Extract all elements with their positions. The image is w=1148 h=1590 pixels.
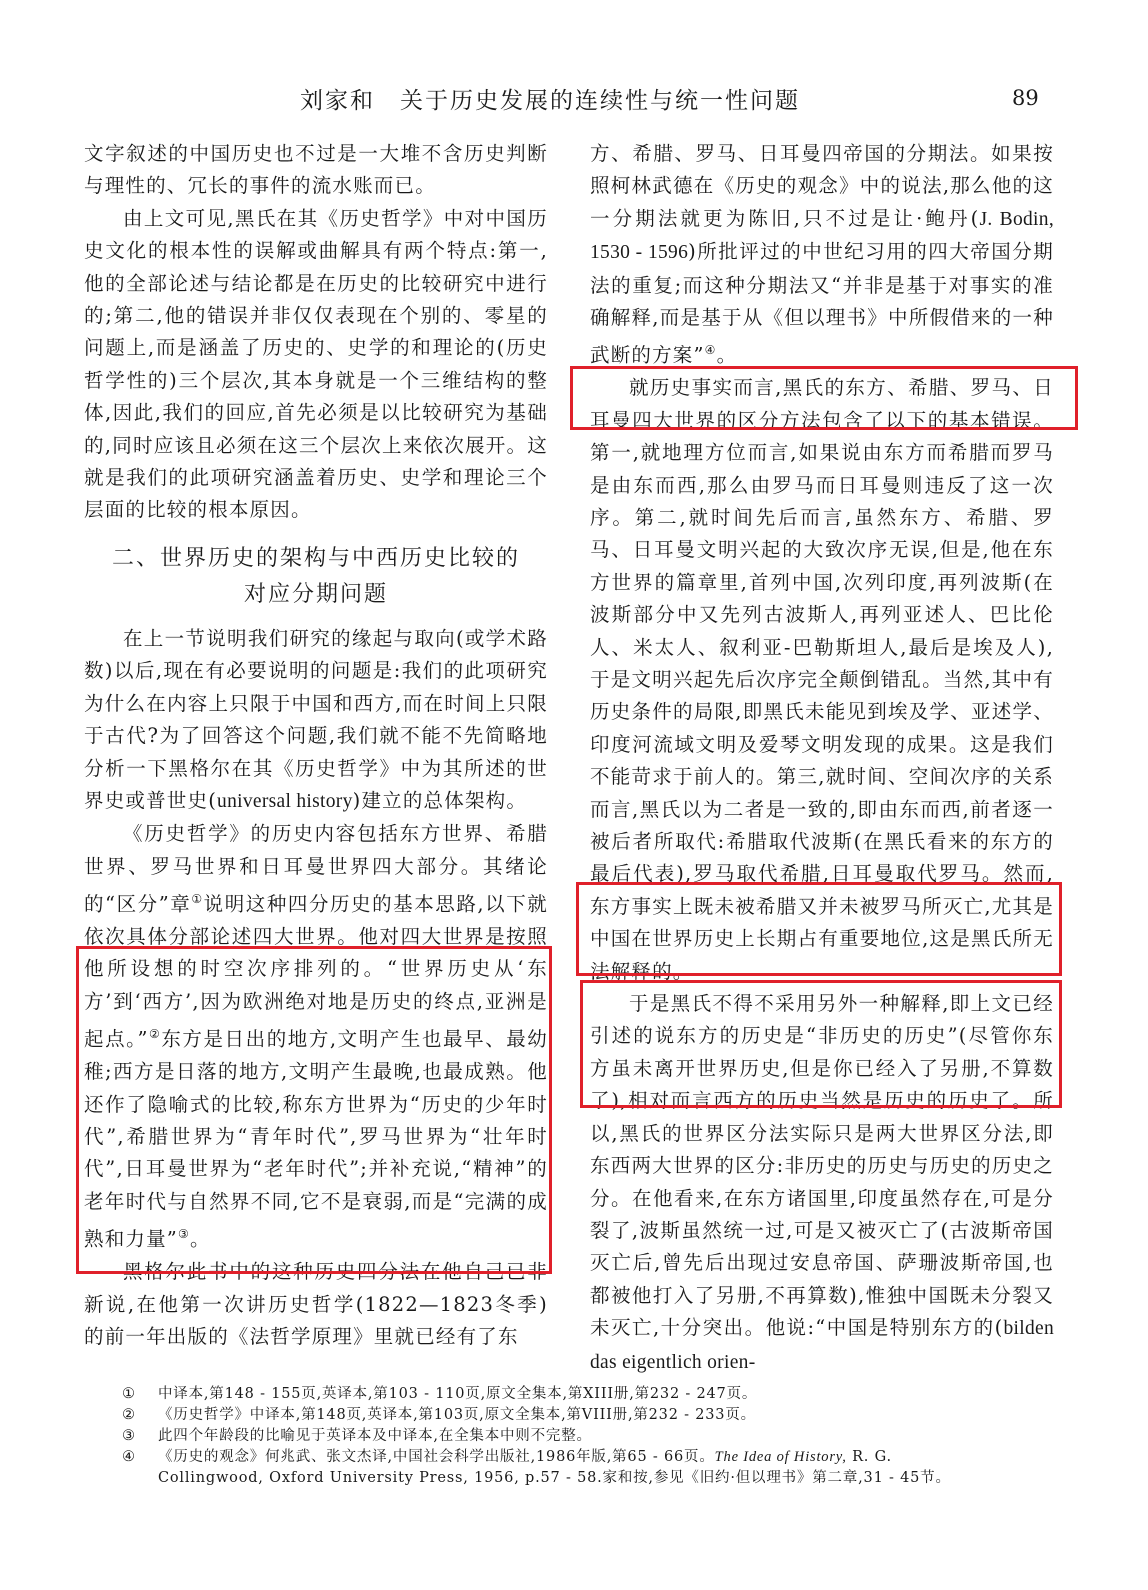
footnote-continuation: Collingwood, Oxford University Press, 1956, p.57 - 58.家和按,参见《旧约·但以理书》第二章,31 - 45节。	[158, 1470, 951, 1486]
footnote-number: ③	[122, 1428, 136, 1444]
running-title: 刘家和 关于历史发展的连续性与统一性问题	[300, 88, 800, 114]
footnote-marker[interactable]: ①	[191, 892, 204, 907]
left-column	[84, 138, 548, 1353]
paragraph	[84, 623, 548, 818]
text-run: )建立的总体架构。	[352, 788, 528, 812]
text-run: 。	[716, 343, 738, 367]
paragraph	[590, 138, 1054, 372]
footnote	[122, 1426, 1052, 1447]
running-header	[0, 78, 1148, 118]
paragraph: 黑格尔此书中的这种历史四分法在他自己已非新说,在他第一次讲历史哲学(1822—1823冬季)的前一年出版的《法哲学原理》里就已经有了东	[84, 1260, 548, 1348]
paragraph: 就历史事实而言,黑氏的东方、希腊、罗马、日耳曼四大世界的区分方法包含了以下的基本错误。第一,就地理方位而言,如果说由东方而希腊而罗马是由东而西,那么由罗马而日耳曼则违反了这一次序。第二,就时间先后而言,虽然东方、希腊、罗马、日耳曼文明兴起的大致次序无误,但是,他在东方世界的篇章里,首列中国,次列印度,再列波斯(在波斯部分中又先列古波斯人,再列亚述人、巴比伦人、米太人、叙利亚-巴勒斯坦人,最后是埃及人),于是文明兴起先后次序完全颠倒错乱。当然,其中有历史条件的局限,即黑氏未能见到埃及学、亚述学、印度河流域文明及爱琴文明发现的成果。这是我们不能苛求于前人的。第三,就时间、空间次序的关系而言,黑氏以为二者是一致的,即由东而西,前者逐一被后者所取代:希腊取代波斯(在黑氏看来的东方的最后代表),罗马取代希腊,日耳曼取代罗马。然而,东方事实上既未被希腊又并未被罗马所灭亡,尤其是中国在世界历史上长期占有重要地位,这是黑氏所无法解释的。	[590, 376, 1054, 983]
footnote-text: 《历史哲学》中译本,第148页,英译本,第103页,原文全集本,第VIII册,第232 - 233页。	[158, 1407, 756, 1423]
text-run: 说明这种四分历史的基本思路,以下就依次具体分部论述四大世界。他对四大世界是按照他所设想的时空次序排列的。“世界历史从‘东方’到‘西方’,因为欧洲绝对地是历史的终点,亚洲是起点。”	[84, 892, 549, 1051]
text-run: 《历史哲学》的历史内容包括东方世界、希腊世界、罗马世界和日耳曼世界四大部分。其绪论的“区分”章	[84, 822, 548, 916]
footnote-text: 此四个年龄段的比喻见于英译本及中译本,在全集本中则不完整。	[158, 1428, 592, 1444]
footnote-number: ①	[122, 1386, 136, 1402]
footnote-number: ④	[122, 1449, 136, 1465]
footnote	[122, 1384, 1052, 1405]
section-heading-line2: 对应分期问题	[243, 581, 388, 607]
latin-term: J. Bodin, 1530 - 1596	[590, 208, 1054, 264]
footnote-marker[interactable]: ②	[148, 1027, 162, 1042]
page-number: 89	[1012, 86, 1039, 110]
text-run: 在上一节说明我们研究的缘起与取向(或学术路数)以后,现在有必要说明的问题是:我们的此项研究为什么在内容上只限于中国和西方,而在时间上只限于古代?为了回答这个问题,我们就不能不先简略地分析一下黑格尔在其《历史哲学》中为其所述的世界史或普世史(	[84, 626, 548, 812]
footnotes	[122, 1384, 1052, 1489]
footnote	[122, 1447, 1052, 1468]
footnote-number: ②	[122, 1407, 136, 1423]
text-run: 方、希腊、罗马、日耳曼四帝国的分期法。如果按照柯林武德在《历史的观念》中的说法,那么他的这一分期法就更为陈旧,只不过是让·鲍丹(	[590, 142, 1054, 230]
footnote-text	[158, 1447, 1052, 1468]
text-run: )所批评过的中世纪习用的四大帝国分期法的重复;而这种分期法又“并非是基于对事实的准确解释,而是基于从《但以理书》中所假借来的一种武断的方案”	[590, 240, 1054, 367]
text-run: 东方是日出的地方,文明产生也最早、最幼稚;西方是日落的地方,文明产生最晚,也最成熟。他还作了隐喻式的比较,称东方世界为“历史的少年时代”,希腊世界为“青年时代”,罗马世界为“壮年时代”,日耳曼世界为“老年时代”;并补充说,“精神”的老年时代与自然界不同,它不是衰弱,而是“完满的成熟和力量”	[84, 1027, 548, 1251]
right-column	[590, 138, 1054, 1379]
footnote-marker[interactable]: ④	[704, 343, 717, 358]
section-heading-line1: 二、世界历史的架构与中西历史比较的	[111, 545, 520, 571]
paragraph: 由上文可见,黑氏在其《历史哲学》中对中国历史文化的根本性的误解或曲解具有两个特点:第一,他的全部论述与结论都是在历史的比较研究中进行的;第二,他的错误并非仅仅表现在个别的、零星的问题上,而是涵盖了历史的、史学的和理论的(历史哲学性的)三个层次,其本身就是一个三维结构的整体,因此,我们的回应,首先必须是以比较研究为基础的,同时应该且必须在这三个层次上来依次展开。这就是我们的此项研究涵盖着历史、史学和理论三个层面的比较的根本原因。	[84, 206, 548, 522]
text-run: 《历史的观念》何兆武、张文杰译,中国社会科学出版社,1986年版,第65 - 66页。	[158, 1449, 715, 1465]
footnote	[122, 1405, 1052, 1426]
paragraph: 文字叙述的中国历史也不过是一大堆不含历史判断与理性的、冗长的事件的流水账而已。	[84, 142, 548, 198]
text-run: 。	[189, 1227, 211, 1251]
book-title: The Idea of History,	[714, 1449, 847, 1465]
paragraph	[590, 988, 1054, 1379]
footnote-marker[interactable]: ③	[177, 1227, 190, 1242]
latin-term: universal history	[217, 790, 353, 812]
latin-term: bilden das eigentlich orien-	[590, 1318, 1054, 1373]
text-run: 于是黑氏不得不采用另外一种解释,即上文已经引述的说东方的历史是“非历史的历史”(尽管你东方虽未离开世界历史,但是你已经入了另册,不算数了),相对而言西方的历史当然是历史的历史了。所以,黑氏的世界区分法实际只是两大世界区分法,即东西两大世界的区分:非历史的历史与历史的历史之分。在他看来,在东方诸国里,印度虽然存在,可是分裂了,波斯虽然统一过,可是又被灭亡了(古波斯帝国灭亡后,曾先后出现过安息帝国、萨珊波斯帝国,也都被他打入了另册,不再算数),惟独中国既未分裂又未灭亡,十分突出。他说:“中国是特别东方的(	[590, 992, 1054, 1340]
section-heading	[84, 541, 548, 613]
paragraph	[84, 818, 548, 1256]
text-run: R. G.	[846, 1449, 892, 1465]
footnote-text: 中译本,第148 - 155页,英译本,第103 - 110页,原文全集本,第XIII册,第232 - 247页。	[158, 1386, 758, 1402]
